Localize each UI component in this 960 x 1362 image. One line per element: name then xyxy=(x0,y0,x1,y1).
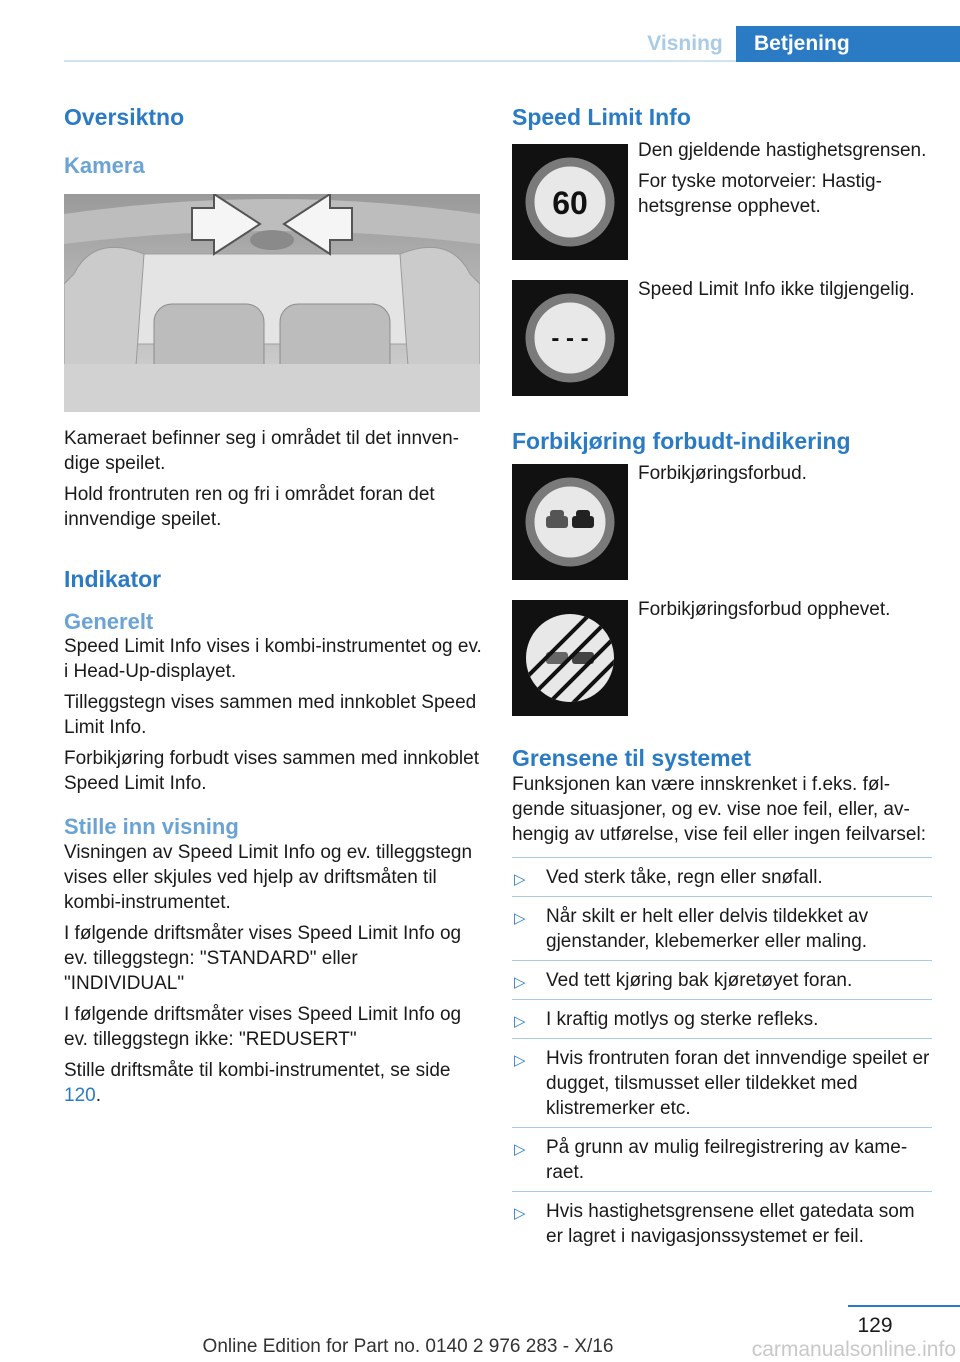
stille-text-4-end: . xyxy=(95,1085,101,1106)
list-item xyxy=(512,1127,932,1191)
triangle-bullet-icon: ▷ xyxy=(514,910,526,927)
page-number: 129 xyxy=(857,1314,893,1337)
sign-row-60 xyxy=(512,140,932,260)
stille-text-4-body: Stille driftsmåte til kombi-instrumentet, se side xyxy=(64,1060,451,1081)
sign-row-no-overtaking xyxy=(512,464,932,580)
generelt-text-1: Speed Limit Info vises i kombi-instrumentet og ev. i Head-Up-displayet. xyxy=(64,636,482,682)
list-item xyxy=(512,1038,932,1127)
tab-betjening[interactable]: Betjening xyxy=(736,26,960,62)
kamera-text-1: Kameraet befinner seg i området til det innvendige speilet. xyxy=(64,428,459,474)
generelt-text-3: Forbikjøring forbudt vises sammen med innkoblet Speed Limit Info. xyxy=(64,748,480,794)
speed-limit-unavailable-sign xyxy=(512,280,628,396)
generelt-text-2: Tilleggstegn vises sammen med innkoblet Speed Limit Info. xyxy=(64,692,477,738)
list-item xyxy=(512,960,932,999)
list-item xyxy=(512,1191,932,1255)
list-item-text: Hvis hastighetsgrensene ellet gatedata som er lagret i navigasjonssystemet er feil. xyxy=(546,1201,915,1247)
heading-forbikjoring: Forbikjøring forbudt-indikering xyxy=(512,428,851,454)
stille-text-2: I følgende driftsmåter vises Speed Limit Info og ev. tilleggstegn: "STANDARD" eller "INDIVIDUAL" xyxy=(64,923,462,994)
heading-oversikt: Oversiktno xyxy=(64,104,185,130)
left-column xyxy=(64,98,482,1108)
heading-stille-inn: Stille inn visning xyxy=(64,814,239,839)
heading-speed-limit-info: Speed Limit Info xyxy=(512,104,691,130)
heading-generelt: Generelt xyxy=(64,609,154,634)
limitations-list xyxy=(512,857,932,1255)
no-overtaking-description xyxy=(628,464,807,580)
stille-text-4 xyxy=(64,1058,482,1108)
triangle-bullet-icon: ▷ xyxy=(514,974,526,991)
camera-interior-image xyxy=(64,194,480,412)
end-no-overtaking-sign xyxy=(512,600,628,716)
sign-row-unavailable xyxy=(512,280,932,396)
list-item-text: På grunn av mulig feilregistrering av kameraet. xyxy=(546,1137,908,1183)
footer xyxy=(0,1336,960,1361)
edition-text: Online Edition for Part no. 0140 2 976 283 - X/16 xyxy=(202,1336,614,1357)
kamera-text-2: Hold frontruten ren og fri i området foran det innvendige speilet. xyxy=(64,484,435,530)
list-item xyxy=(512,896,932,960)
end-no-overtaking-text: Forbikjøringsforbud opphevet. xyxy=(638,599,891,620)
list-item-text: Ved tett kjøring bak kjøretøyet foran. xyxy=(546,970,853,991)
sign-row-end-no-overtaking xyxy=(512,600,932,716)
triangle-bullet-icon: ▷ xyxy=(514,1052,526,1069)
grensene-intro: Funksjonen kan være innskrenket i f.eks. følgende situasjoner, og ev. vise noe feil, eller, avhengig av utførelse, vise feil eller ingen feilvarsel: xyxy=(512,774,926,845)
watermark: carmanualsonline.info xyxy=(751,1338,956,1361)
sign-60-text-2: For tyske motorveier: Hastighetsgrense opphevet. xyxy=(638,171,882,217)
sign-unavailable-description xyxy=(628,280,915,396)
list-item xyxy=(512,857,932,896)
triangle-bullet-icon: ▷ xyxy=(514,1205,526,1222)
speed-limit-60-sign xyxy=(512,144,628,260)
heading-grensene: Grensene til systemet xyxy=(512,745,752,771)
car-interior-illustration xyxy=(64,194,480,412)
sign-60-label: 60 xyxy=(552,185,588,221)
sign-dash-label: - - - xyxy=(551,325,589,352)
triangle-bullet-icon: ▷ xyxy=(514,1013,526,1030)
list-item-text: Hvis frontruten foran det innvendige speilet er dugget, tilsmusset eller tildekket med klistremerker etc. xyxy=(546,1048,930,1119)
footer-rule xyxy=(848,1305,960,1307)
list-item-text: I kraftig motlys og sterke refleks. xyxy=(546,1009,819,1030)
heading-indikator: Indikator xyxy=(64,566,162,592)
stille-text-1: Visningen av Speed Limit Info og ev. tilleggstegn vises eller skjules ved hjelp av driftsmåten til kombi-instrumentet. xyxy=(64,842,473,913)
triangle-bullet-icon: ▷ xyxy=(514,871,526,888)
sign-60-description xyxy=(628,140,932,260)
sign-60-text-1: Den gjeldende hastighetsgrensen. xyxy=(638,140,927,161)
no-overtaking-sign xyxy=(512,464,628,580)
end-no-overtaking-description xyxy=(628,600,890,716)
sign-unavailable-text: Speed Limit Info ikke tilgjengelig. xyxy=(638,279,915,300)
heading-kamera: Kamera xyxy=(64,153,145,178)
list-item-text: Når skilt er helt eller delvis tildekket av gjenstander, klebemerker eller maling. xyxy=(546,906,869,952)
tab-visning[interactable]: Visning xyxy=(647,32,723,55)
no-overtaking-text: Forbikjøringsforbud. xyxy=(638,463,807,484)
right-column xyxy=(512,98,932,1255)
list-item xyxy=(512,999,932,1038)
page-link-120[interactable]: 120 xyxy=(64,1085,96,1106)
triangle-bullet-icon: ▷ xyxy=(514,1141,526,1158)
list-item-text: Ved sterk tåke, regn eller snøfall. xyxy=(546,867,823,888)
stille-text-3: I følgende driftsmåter vises Speed Limit Info og ev. tilleggstegn ikke: "REDUSERT" xyxy=(64,1004,462,1050)
